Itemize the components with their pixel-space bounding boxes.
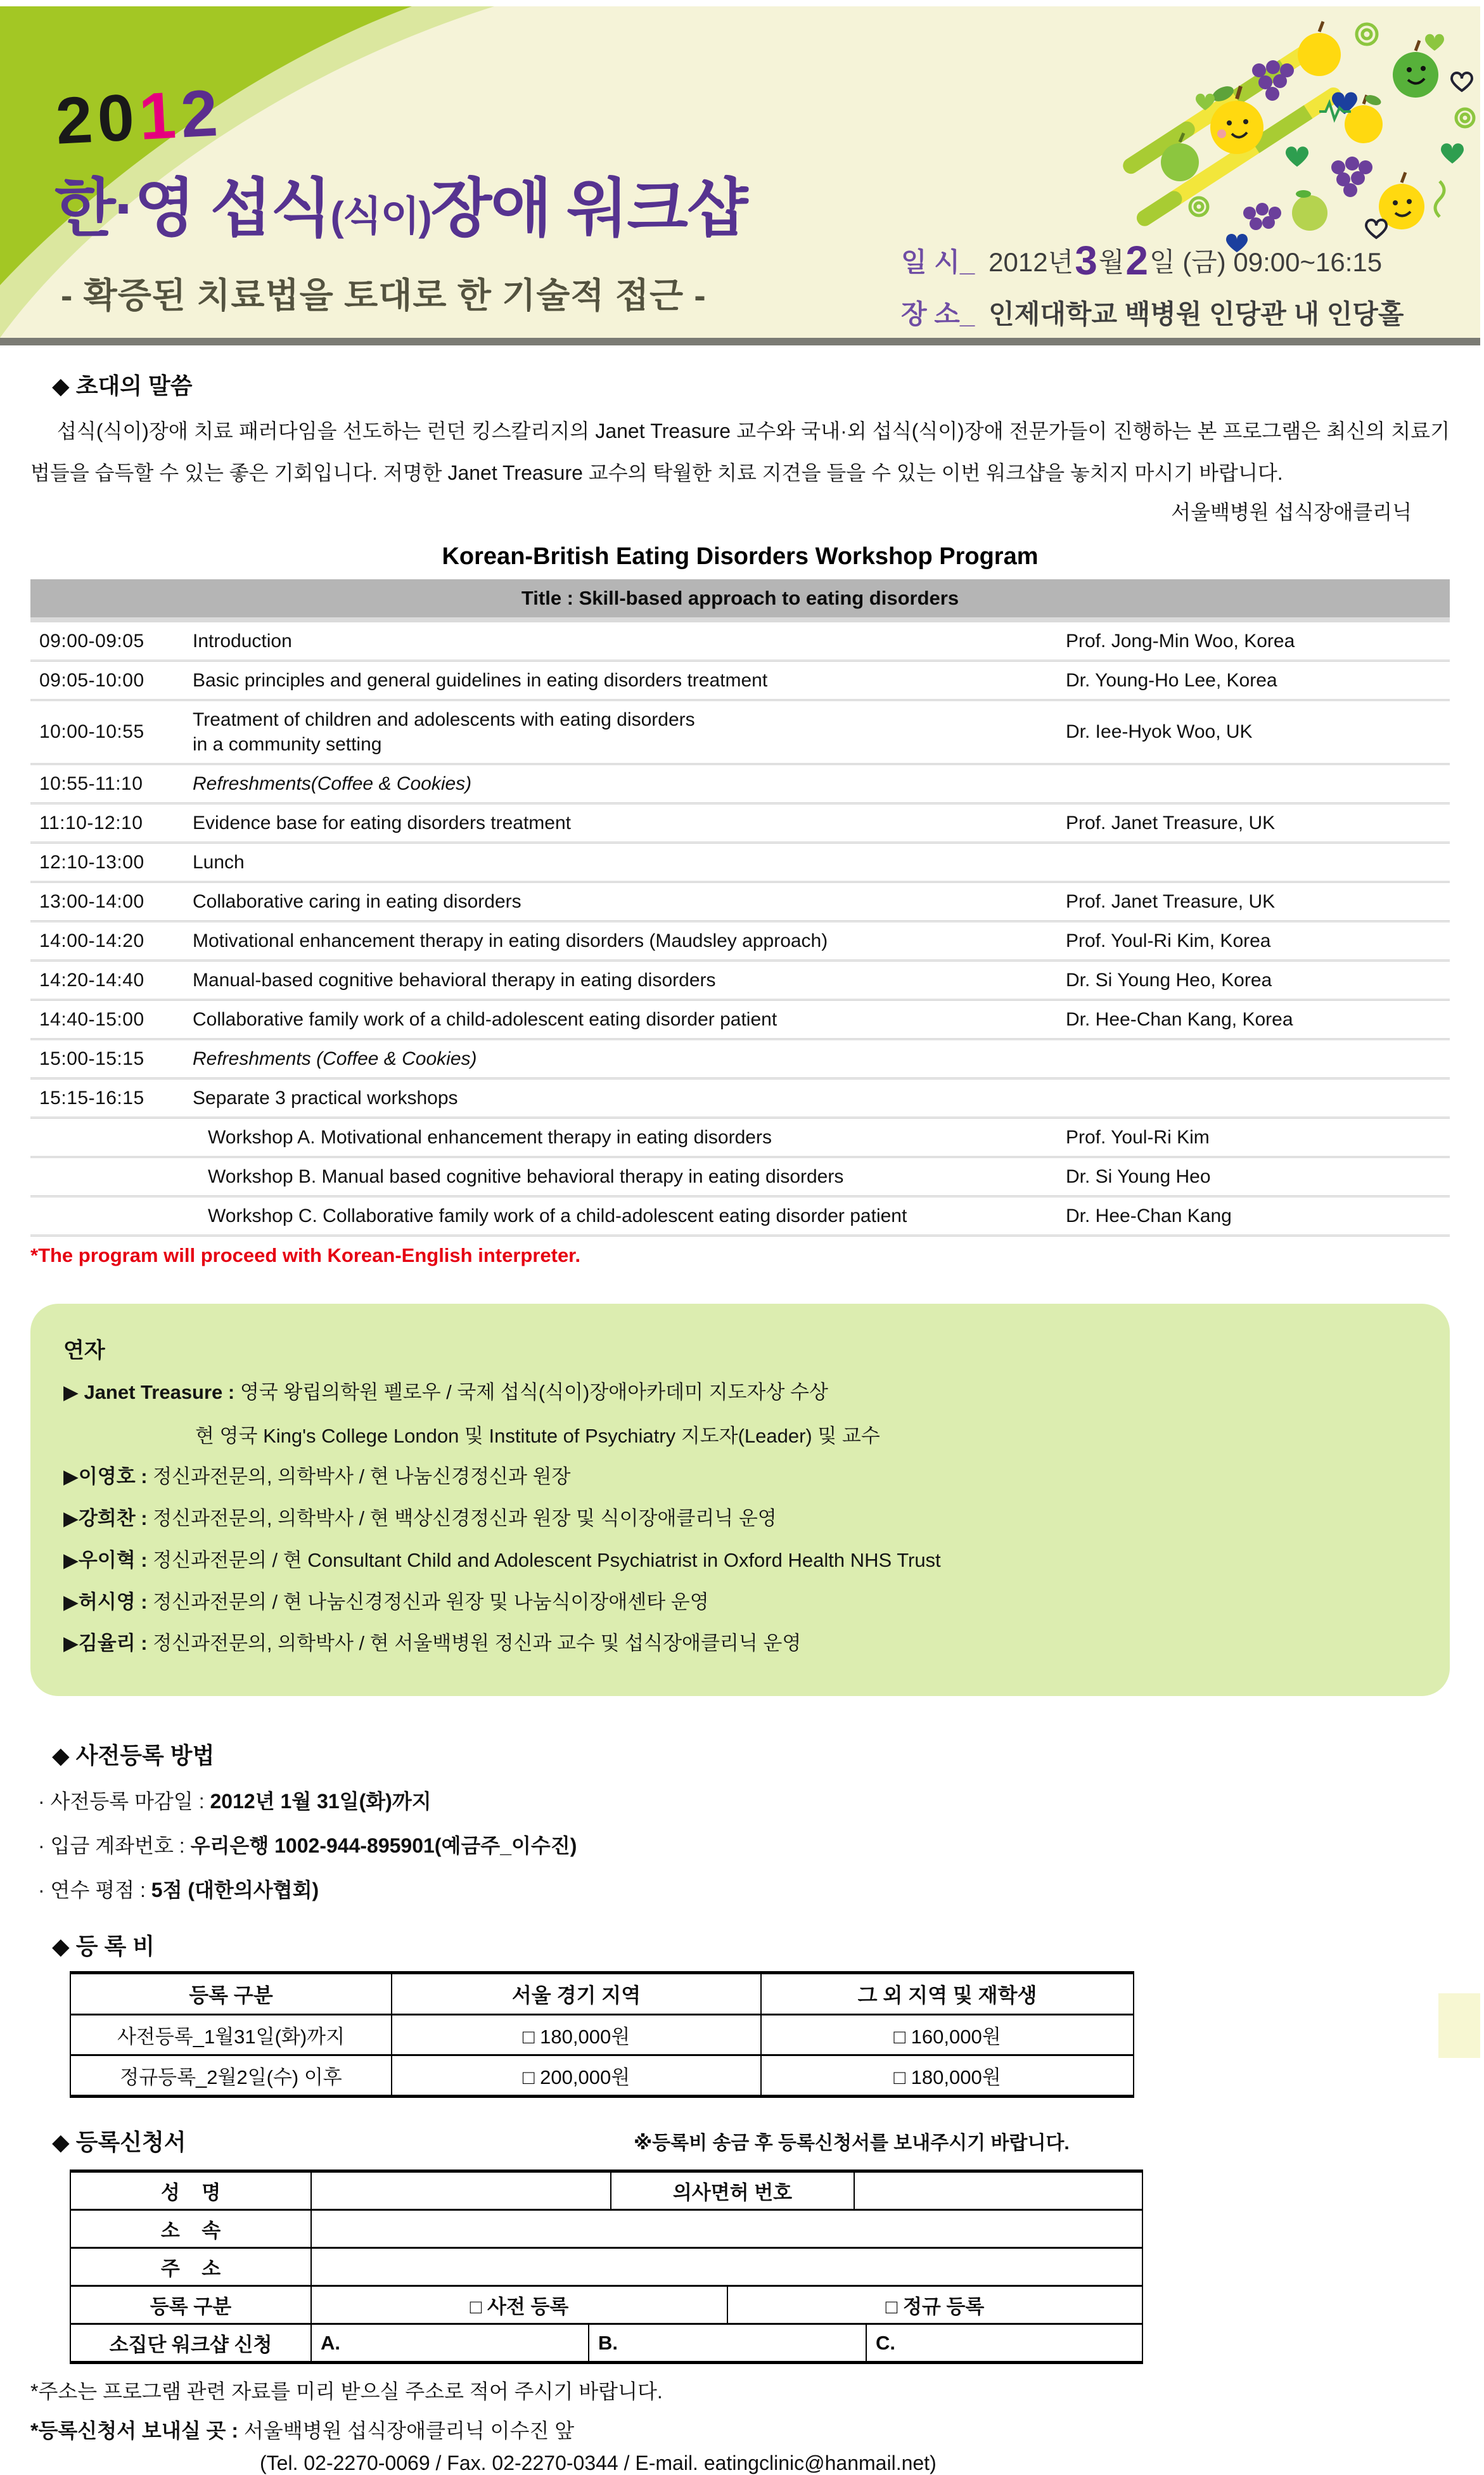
speakers-box xyxy=(30,1304,1450,1696)
apple-icon xyxy=(1298,22,1341,76)
page-title: 한·영 섭식(식이)장애 워크샵 xyxy=(54,173,747,244)
program-row xyxy=(30,1001,1450,1040)
pre-registration-item-value: 2012년 1월 31일(화)까지 xyxy=(210,1790,432,1813)
event-datetime xyxy=(901,235,1404,286)
speaker-item xyxy=(63,1505,1417,1532)
header-banner xyxy=(0,6,1480,338)
fee-table-body xyxy=(71,2014,1133,2095)
program-topic-cell: Evidence base for eating disorders treatment xyxy=(193,813,571,834)
program-row xyxy=(30,1119,1450,1158)
fee-table-row xyxy=(71,2054,1133,2095)
program-speaker-cell: Dr. Young-Ho Lee, Korea xyxy=(1066,669,1277,691)
program-section xyxy=(30,543,1450,1267)
invitation-body: 섭식(식이)장애 치료 패러다임을 선도하는 런던 킹스칼리지의 Janet Treasure 교수와 국내·외 섭식(식이)장애 전문가들이 진행하는 본 프로그램은 최신의 치료기법들을 습득할 수 있는 좋은 기회입니다. 저명한 Janet Treasure 교수의 탁월한 치료 지견을 들을 수 있는 이번 워크샵을 놓치지 마시기 바랍니다. xyxy=(30,420,1450,484)
program-time-cell: 11:10-12:10 xyxy=(39,812,143,833)
speaker-description: 정신과전문의 / 현 Consultant Child and Adolescent Psychiatrist in Oxford Health NHS Trust xyxy=(147,1548,941,1571)
license-label: 의사면허 번호 xyxy=(610,2173,854,2209)
fee-category-cell: 정규등록_2월2일(수) 이후 xyxy=(120,2066,342,2089)
heart-icon xyxy=(1286,143,1464,167)
program-row xyxy=(30,1079,1450,1119)
program-row xyxy=(30,622,1450,662)
corner-decoration-box xyxy=(1438,1993,1480,2058)
speaker-name: ▶강희찬 : xyxy=(63,1507,148,1529)
venue-text: 인제대학교 백병원 인당관 내 인당홀 xyxy=(988,299,1404,329)
fee-header-seoul: 서울 경기 지역 xyxy=(391,1974,760,2014)
program-speaker-cell: Dr. Iee-Hyok Woo, UK xyxy=(1066,721,1253,743)
program-row xyxy=(30,662,1450,701)
program-row xyxy=(30,1158,1450,1197)
fee-amount-cell: □ 200,000원 xyxy=(391,2056,760,2095)
form-row-registration-type xyxy=(71,2285,1142,2323)
header-divider xyxy=(0,338,1480,345)
program-row xyxy=(30,1197,1450,1237)
address-instruction-note: *주소는 프로그램 관련 자료를 미리 받으실 주소로 적어 주시기 바랍니다. xyxy=(30,2380,663,2403)
program-topic-cell: Introduction xyxy=(193,631,292,652)
pre-registration-item xyxy=(30,1785,1450,1815)
program-topic-cell: Separate 3 practical workshops xyxy=(193,1088,458,1109)
datetime-year: 2012년 xyxy=(988,247,1074,277)
program-speaker-cell: Prof. Janet Treasure, UK xyxy=(1066,890,1276,912)
program-time-cell: 09:00-09:05 xyxy=(39,630,144,652)
speaker-item xyxy=(63,1630,1417,1657)
fee-amount-cell: □ 180,000원 xyxy=(760,2056,1133,2095)
speakers-heading: 연자 xyxy=(63,1339,105,1363)
program-topic-cell: Lunch xyxy=(193,852,245,873)
program-row xyxy=(30,961,1450,1001)
pre-registration-list xyxy=(30,1785,1450,1903)
pre-registration-item xyxy=(30,1830,1450,1859)
registration-type-label: 등록 구분 xyxy=(150,2296,232,2318)
datetime-month-suffix: 월 xyxy=(1098,247,1125,277)
content xyxy=(0,368,1480,2475)
invitation-signature: 서울백병원 섭식장애클리닉 xyxy=(1171,501,1412,524)
fee-amount-cell: □ 180,000원 xyxy=(391,2015,760,2054)
datetime-label: 일 시_ xyxy=(901,247,975,277)
speakers-list xyxy=(63,1379,1417,1657)
dna-icon xyxy=(1435,181,1444,217)
program-topic-cell: Treatment of children and adolescents with eating disorders in a community setting xyxy=(190,707,1065,757)
program-topic-cell: Refreshments(Coffee & Cookies) xyxy=(193,773,472,795)
program-speaker-cell: Prof. Jong-Min Woo, Korea xyxy=(1066,630,1295,652)
pre-registration-item-label: · 입금 계좌번호 : xyxy=(38,1834,191,1858)
pre-registration-item xyxy=(30,1874,1450,1903)
page-subtitle: - 확증된 치료법을 토대로 한 기술적 접근 - xyxy=(61,276,707,315)
program-time-cell: 14:00-14:20 xyxy=(39,930,144,951)
program-topic-cell: Workshop B. Manual based cognitive behavioral therapy in eating disorders xyxy=(208,1166,844,1188)
speaker-item xyxy=(63,1589,1417,1616)
program-row xyxy=(30,804,1450,844)
program-speaker-cell: Dr. Hee-Chan Kang, Korea xyxy=(1066,1008,1293,1030)
program-topic-cell: Workshop C. Collaborative family work of a child-adolescent eating disorder patient xyxy=(208,1205,907,1227)
program-row xyxy=(30,922,1450,961)
workshop-a-field: A. xyxy=(310,2325,588,2361)
program-topic-cell: Basic principles and general guidelines in eating disorders treatment xyxy=(193,670,768,691)
fruit-cluster-decoration xyxy=(1047,4,1484,245)
fee-category-cell: 사전등록_1월31일(화)까지 xyxy=(117,2026,345,2048)
program-speaker-cell: Dr. Si Young Heo, Korea xyxy=(1066,969,1272,991)
program-time-cell: 14:20-14:40 xyxy=(39,969,144,991)
speaker-description: 정신과전문의, 의학박사 / 현 서울백병원 정신과 교수 및 섭식장애클리닉 운영 xyxy=(147,1632,802,1655)
workshop-choice-label: 소집단 워크샵 신청 xyxy=(109,2334,272,2356)
registration-form-table xyxy=(70,2170,1143,2364)
datetime-day-number: 2 xyxy=(1125,238,1148,283)
speaker-name: ▶우이혁 : xyxy=(63,1548,148,1571)
speaker-name: ▶김율리 : xyxy=(63,1632,148,1655)
program-time-cell: 12:10-13:00 xyxy=(39,851,144,873)
fee-heading: ◆ 등 록 비 xyxy=(52,1933,155,1960)
fee-table xyxy=(70,1971,1134,2098)
affiliation-field xyxy=(310,2211,1142,2247)
datetime-rest: 일 (금) 09:00~16:15 xyxy=(1149,247,1383,277)
invitation-section xyxy=(30,368,1450,525)
fee-header-category: 등록 구분 xyxy=(189,1984,273,2007)
program-row xyxy=(30,765,1450,804)
pre-registration-section xyxy=(30,1738,1450,1903)
program-row xyxy=(30,1040,1450,1079)
program-row xyxy=(30,701,1450,765)
speaker-name: ▶ Janet Treasure : xyxy=(63,1381,235,1404)
pre-registration-item-label: · 연수 평점 : xyxy=(38,1879,151,1902)
name-label: 성 명 xyxy=(160,2182,221,2204)
speaker-name: ▶이영호 : xyxy=(63,1465,148,1488)
program-topic-cell: Workshop A. Motivational enhancement therapy in eating disorders xyxy=(208,1127,772,1148)
speaker-item xyxy=(63,1547,1417,1574)
pre-registration-item-value: 5점 (대한의사협회) xyxy=(151,1879,319,1902)
program-subtitle-bar: Title : Skill-based approach to eating disorders xyxy=(30,579,1450,622)
program-topic-cell: Refreshments (Coffee & Cookies) xyxy=(193,1048,477,1070)
year-2012: 2012 xyxy=(54,76,225,158)
datetime-month-number: 3 xyxy=(1075,238,1097,283)
program-speaker-cell: Dr. Hee-Chan Kang xyxy=(1066,1205,1232,1226)
event-venue xyxy=(901,286,1404,338)
speaker-description: 영국 왕립의학원 펠로우 / 국제 섭식(식이)장애아카데미 지도자상 수상 xyxy=(234,1381,828,1404)
form-row-affiliation xyxy=(71,2209,1142,2247)
form-heading: ◆ 등록신청서 xyxy=(52,2129,186,2156)
pre-registration-item-value: 우리은행 1002-944-895901(예금주_이수진) xyxy=(190,1834,577,1858)
pre-registration-checkbox-option: □ 사전 등록 xyxy=(310,2287,727,2323)
program-title: Korean-British Eating Disorders Workshop Program xyxy=(442,543,1039,570)
program-topic-cell: Motivational enhancement therapy in eating disorders (Maudsley approach) xyxy=(193,930,828,952)
speaker-item xyxy=(63,1463,1417,1490)
program-time-cell: 15:00-15:15 xyxy=(39,1048,144,1069)
name-field xyxy=(310,2173,610,2209)
speaker-description: 정신과전문의 / 현 나눔신경정신과 원장 및 나눔식이장애센타 운영 xyxy=(147,1590,709,1613)
pre-registration-heading: ◆ 사전등록 방법 xyxy=(52,1742,215,1769)
workshop-b-field: B. xyxy=(588,2325,866,2361)
program-topic-cell: Collaborative caring in eating disorders xyxy=(193,891,521,913)
fee-amount-cell: □ 160,000원 xyxy=(760,2015,1133,2054)
program-time-cell: 13:00-14:00 xyxy=(39,890,144,912)
green-apple-icon xyxy=(1393,41,1438,98)
program-speaker-cell: Dr. Si Young Heo xyxy=(1066,1166,1211,1187)
speaker-name: ▶허시영 : xyxy=(63,1590,148,1613)
address-field xyxy=(310,2249,1142,2285)
regular-registration-checkbox-option: □ 정규 등록 xyxy=(727,2287,1142,2323)
event-schedule xyxy=(901,235,1404,338)
speaker-description-line2: 현 영국 King's College London 및 Institute of Psychiatry 지도자(Leader) 및 교수 xyxy=(195,1425,880,1448)
grapes-icon xyxy=(1331,157,1372,197)
interpreter-note: *The program will proceed with Korean-English interpreter. xyxy=(30,1244,581,1267)
form-note: ※등록비 송금 후 등록신청서를 보내주시기 바랍니다. xyxy=(634,2133,1070,2154)
program-topic-cell: Manual-based cognitive behavioral therapy in eating disorders xyxy=(193,970,716,991)
program-time-cell: 10:00-10:55 xyxy=(39,721,144,743)
program-topic-line2: in a community setting xyxy=(193,734,382,755)
fee-table-row xyxy=(71,2014,1133,2054)
send-to-note xyxy=(30,2415,1450,2444)
send-to-label: *등록신청서 보내실 곳 : xyxy=(30,2419,238,2443)
registration-form-section xyxy=(30,2125,1450,2364)
grapes-icon xyxy=(1243,203,1281,230)
fee-section xyxy=(30,1929,1450,2098)
program-row xyxy=(30,883,1450,922)
fee-table-header-row xyxy=(71,1974,1133,2014)
form-row-name xyxy=(71,2173,1142,2209)
workshop-c-field: C. xyxy=(866,2325,1142,2361)
green-apple-icon xyxy=(1292,190,1327,231)
affiliation-label: 소 속 xyxy=(160,2220,221,2242)
program-time-cell: 15:15-16:15 xyxy=(39,1087,144,1109)
program-speaker-cell: Prof. Janet Treasure, UK xyxy=(1066,812,1276,833)
invitation-heading: ◆ 초대의 말씀 xyxy=(52,373,193,399)
pre-registration-item-label: · 사전등록 마감일 : xyxy=(38,1790,210,1813)
program-table xyxy=(30,622,1450,1237)
form-row-workshop-choice xyxy=(71,2323,1142,2361)
program-topic-cell: Collaborative family work of a child-adolescent eating disorder patient xyxy=(193,1009,777,1031)
program-time-cell: 09:05-10:00 xyxy=(39,669,144,691)
workshop-flyer-page xyxy=(0,6,1480,2475)
speaker-description: 정신과전문의, 의학박사 / 현 백상신경정신과 원장 및 식이장애클리닉 운영 xyxy=(147,1507,777,1529)
program-speaker-cell: Prof. Youl-Ri Kim xyxy=(1066,1126,1210,1148)
speaker-description: 정신과전문의, 의학박사 / 현 나눔신경정신과 원장 xyxy=(147,1465,571,1488)
address-label: 주 소 xyxy=(160,2258,221,2280)
program-row xyxy=(30,844,1450,883)
venue-label: 장 소_ xyxy=(901,299,975,329)
form-row-address xyxy=(71,2247,1142,2285)
fee-header-other: 그 외 지역 및 재학생 xyxy=(760,1974,1133,2014)
speaker-item xyxy=(63,1379,1417,1406)
send-to-text: 서울백병원 섭식장애클리닉 이수진 앞 xyxy=(238,2419,575,2443)
license-field xyxy=(854,2173,1142,2209)
program-time-cell: 10:55-11:10 xyxy=(39,773,143,794)
program-time-cell: 14:40-15:00 xyxy=(39,1008,144,1030)
contact-info: (Tel. 02-2270-0069 / Fax. 02-2270-0344 / E-mail. eatingclinic@hanmail.net) xyxy=(260,2452,937,2475)
program-speaker-cell: Prof. Youl-Ri Kim, Korea xyxy=(1066,930,1271,951)
